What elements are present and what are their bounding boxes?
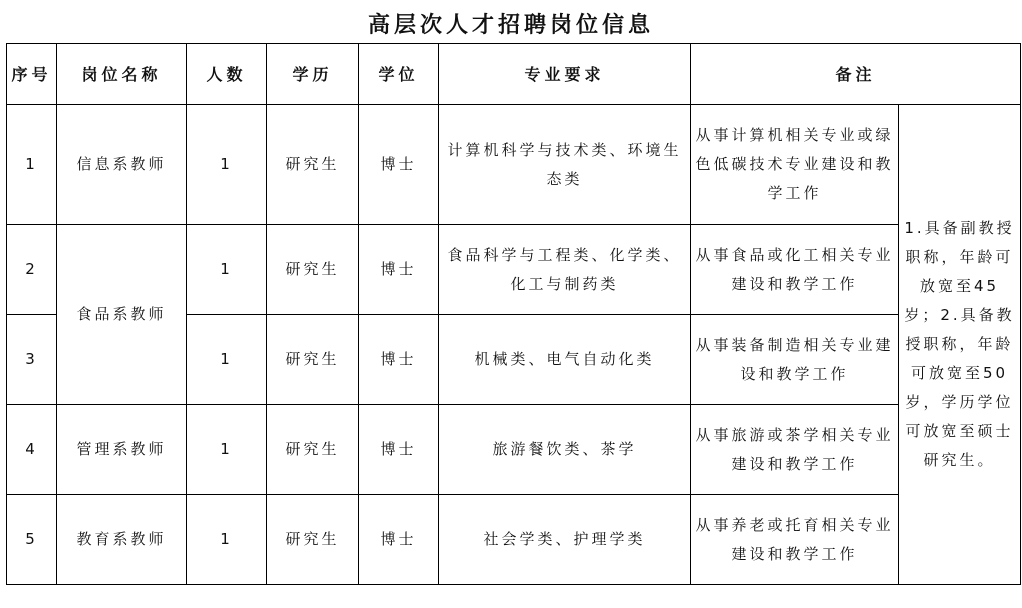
row-no: 5 [7,495,57,585]
row-count: 1 [187,225,267,315]
row-count: 1 [187,315,267,405]
table-row [7,105,1021,225]
row-education: 研究生 [267,105,359,225]
row-duty: 从事计算机相关专业或绿色低碳技术专业建设和教学工作 [691,105,899,225]
row-duty: 从事旅游或茶学相关专业建设和教学工作 [691,405,899,495]
row-degree: 博士 [359,495,439,585]
header-position: 岗位名称 [57,44,187,105]
header-education: 学历 [267,44,359,105]
header-count: 人数 [187,44,267,105]
row-duty: 从事装备制造相关专业建设和教学工作 [691,315,899,405]
header-remark: 备注 [691,44,1021,105]
row-no: 4 [7,405,57,495]
table-row [7,405,1021,495]
row-major: 旅游餐饮类、茶学 [439,405,691,495]
row-position: 信息系教师 [57,105,187,225]
table-row [7,225,1021,315]
page-title: 高层次人才招聘岗位信息 [367,12,654,38]
row-count: 1 [187,105,267,225]
row-duty: 从事养老或托育相关专业建设和教学工作 [691,495,899,585]
header-degree: 学位 [359,44,439,105]
row-duty: 从事食品或化工相关专业建设和教学工作 [691,225,899,315]
header-row [7,44,1021,105]
row-no: 3 [7,315,57,405]
positions-table [6,43,1021,585]
row-no: 1 [7,105,57,225]
row-no: 2 [7,225,57,315]
row-position: 管理系教师 [57,405,187,495]
row-count: 1 [187,405,267,495]
table-row [7,495,1021,585]
row-major: 机械类、电气自动化类 [439,315,691,405]
row-education: 研究生 [267,315,359,405]
remark-note: 1.具备副教授职称，年龄可放宽至45岁；2.具备教授职称，年龄可放宽至50岁，学历学位可放宽至硕士研究生。 [899,105,1021,585]
row-major: 社会学类、护理学类 [439,495,691,585]
row-education: 研究生 [267,405,359,495]
row-degree: 博士 [359,405,439,495]
header-no: 序号 [7,44,57,105]
row-position: 教育系教师 [57,495,187,585]
row-degree: 博士 [359,315,439,405]
row-degree: 博士 [359,105,439,225]
row-degree: 博士 [359,225,439,315]
row-education: 研究生 [267,495,359,585]
row-count: 1 [187,495,267,585]
header-major: 专业要求 [439,44,691,105]
row-major: 食品科学与工程类、化学类、化工与制药类 [439,225,691,315]
row-major: 计算机科学与技术类、环境生态类 [439,105,691,225]
row-education: 研究生 [267,225,359,315]
row-position: 食品系教师 [57,225,187,405]
